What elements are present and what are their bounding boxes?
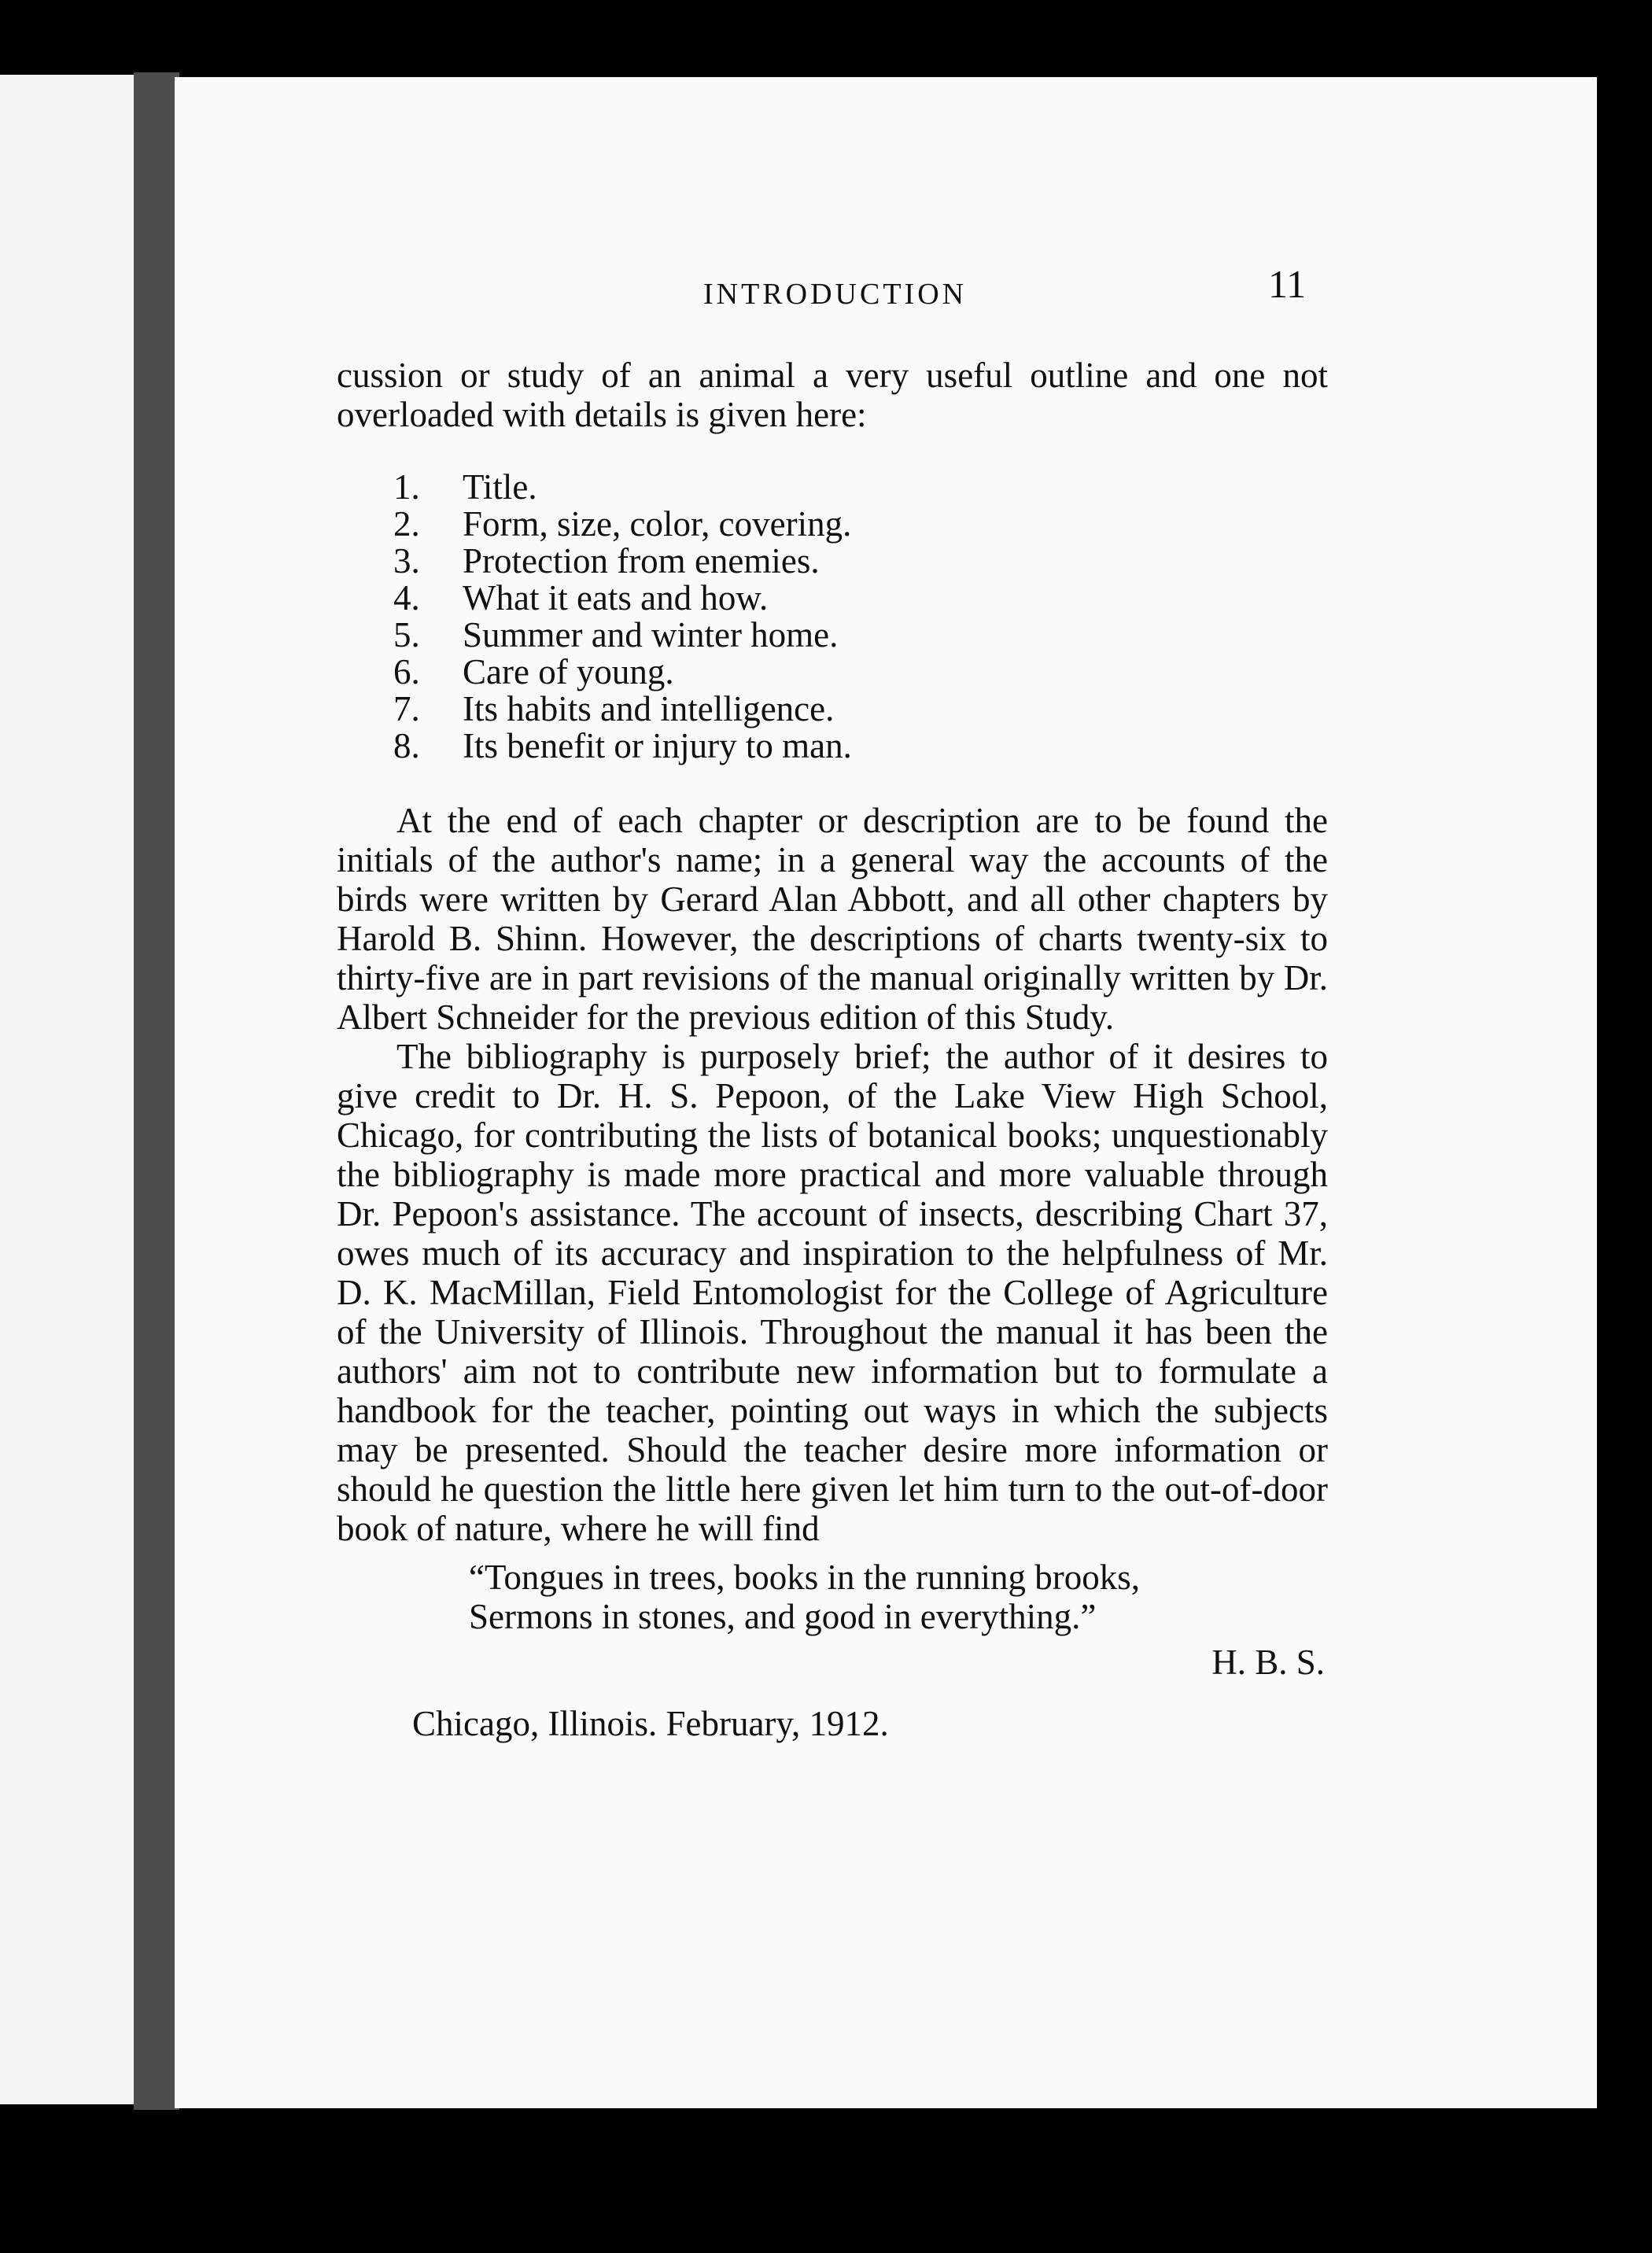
facing-page-edge — [0, 75, 134, 2104]
running-head: INTRODUCTION — [703, 278, 968, 311]
bibliography-paragraph: The bibliography is purposely brief; the author of it desires to give credit to Dr. H. S. Pepoon, of the Lake View High School, Chicago, for contributing the lists of botanical books; unquestionably the bibliography is made more practical and more valuable through Dr. Pepoon's assistance. The account of insects, describing Chart 37, owes much of its accuracy and inspiration to the helpfulness of Mr. D. K. MacMillan, Field Entomologist for the College of Agriculture of the University of Illinois. Throughout the manual it has been the authors' aim not to contribute new information but to formulate a handbook for the teacher, pointing out ways in which the subjects may be presented. Should the teacher desire more information or should he question the little here given let him turn to the out-of-door book of nature, where he will find — [337, 1037, 1328, 1548]
quote-line-1: “Tongues in trees, books in the running brooks, — [469, 1558, 1140, 1597]
authors-paragraph: At the end of each chapter or description are to be found the initials of the author's name; in a general way the accounts of the birds were written by Gerard Alan Abbott, and all other chapters by Harold B. Shinn. However, the descriptions of charts twenty-six to thirty-five are in part revisions of the manual originally written by Dr. Albert Schneider for the previous edition of this Study. — [337, 801, 1328, 1037]
page-body — [337, 356, 1328, 1743]
book-gutter — [134, 72, 179, 2110]
list-item: 3. Protection from enemies. — [393, 541, 820, 581]
dateline: Chicago, Illinois. February, 1912. — [412, 1704, 889, 1743]
shakespeare-quote — [337, 1558, 1328, 1636]
list-item: 5. Summer and winter home. — [393, 615, 839, 655]
list-item: 2. Form, size, color, covering. — [393, 504, 852, 544]
list-item: 1. Title. — [393, 467, 537, 507]
page-number: 11 — [1268, 262, 1307, 306]
author-initials: H. B. S. — [1211, 1643, 1325, 1682]
intro-paragraph: cussion or study of an animal a very useful outline and one not overloaded with details is given here: — [337, 356, 1328, 434]
list-item: 4. What it eats and how. — [393, 578, 769, 618]
quote-line-2: Sermons in stones, and good in everything.” — [469, 1597, 1097, 1636]
outline-list — [393, 469, 1328, 765]
list-item: 6. Care of young. — [393, 652, 674, 691]
list-item: 7. Its habits and intelligence. — [393, 689, 835, 728]
list-item: 8. Its benefit or injury to man. — [393, 726, 852, 765]
